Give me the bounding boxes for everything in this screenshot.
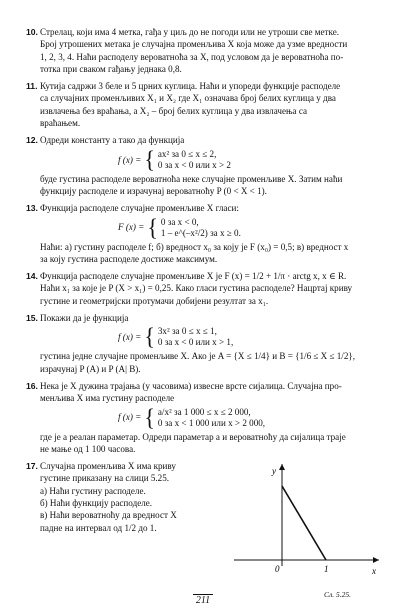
problem-line: тотка при сваком гађању једнака 0,8.	[40, 63, 182, 74]
formula-case: 0 за x < 0,	[160, 216, 199, 227]
problem-line: Случајна променљива X има криву	[40, 461, 176, 472]
problem-number: 13.	[26, 203, 38, 214]
formula-case: a/x² за 1 000 ≤ x ≤ 2 000,	[157, 406, 251, 417]
brace-symbol: {	[144, 403, 155, 431]
piecewise-formula	[118, 403, 384, 431]
problem-13	[26, 202, 384, 265]
problem-10	[26, 26, 384, 75]
problem-12	[26, 134, 384, 197]
formula-lhs: f (x) =	[118, 332, 142, 343]
problem-line: функцију расподеле и израчунај вероватноћу P (0 < X < 1).	[40, 185, 267, 196]
formula-case: 0 за x < 0 или x > 2	[157, 159, 231, 170]
formula-case: 1 – e^(–x²/2) за x ≥ 0.	[160, 227, 241, 238]
problem-line: Одреди константу a тако да функција	[40, 135, 185, 146]
problem-number: 14.	[26, 271, 38, 282]
problem-line: б) Наћи функцију расподеле.	[40, 498, 153, 509]
problem-17	[26, 460, 384, 600]
origin-label: 0	[275, 564, 280, 575]
problem-number: 16.	[26, 380, 38, 391]
problem-line: за коју густина расподеле достиже максимум.	[40, 253, 218, 264]
problem-line: Наћи: а) густину расподеле f; б) вредност x₀ за коју је F (x₀) = 0,5; в) вредност x	[40, 241, 349, 252]
problem-line: Покажи да је функција	[40, 313, 129, 324]
brace-symbol: {	[144, 145, 155, 173]
problem-14	[26, 270, 384, 307]
formula-lhs: f (x) =	[118, 154, 142, 165]
problem-line: не мање од 1 100 часова.	[40, 443, 136, 454]
piecewise-formula	[118, 145, 384, 173]
problem-line: густине приказану на слици 5.25.	[40, 473, 170, 484]
problem-line: падне на интервал од 1/2 до 1.	[40, 522, 157, 533]
problem-number: 15.	[26, 313, 38, 324]
problem-line: израчунај P (A) и P (A| B).	[40, 363, 141, 374]
formula-case: 3x² за 0 ≤ x ≤ 1,	[157, 326, 217, 337]
problem-line: Функција расподеле случајне променљиве X гласи:	[40, 203, 239, 214]
brace-symbol: {	[147, 213, 158, 241]
problem-line: извлачења без враћања, а X₂ – број белих куглица у два извлачења са	[40, 105, 308, 116]
formula-case: 0 за x < 1 000 или x > 2 000,	[157, 417, 266, 428]
brace-symbol: {	[144, 323, 155, 351]
problem-number: 17.	[26, 461, 38, 472]
problem-number: 11.	[26, 81, 38, 92]
formula-lhs: f (x) =	[118, 412, 142, 423]
problem-line: в) Наћи вероватноћу да вредност X	[40, 510, 177, 521]
problem-line: Нека је X дужина трајања (у часовима) извесне врсте сијалица. Случајна про-	[40, 380, 342, 391]
formula-case: 0 за x < 0 или x > 1,	[157, 337, 234, 348]
problem-line: а) Наћи густину расподеле.	[40, 485, 146, 496]
problem-number: 10.	[26, 27, 38, 37]
piecewise-formula	[118, 213, 384, 241]
figure-caption: Сл. 5.25.	[324, 590, 352, 600]
density-line	[282, 486, 326, 560]
problem-line: буде густина расподеле вероватноћа неке случајне променљиве X. Затим наћи	[40, 173, 343, 184]
formula-lhs: F (x) =	[118, 222, 145, 233]
problem-line: где је a реалан параметар. Одреди параметар a и вероватноћу да сијалица траје	[40, 431, 346, 442]
formula-case: ax² за 0 ≤ x ≤ 2,	[157, 148, 217, 159]
problem-line: Кутија садржи 3 беле и 5 црних куглица. Наћи и упореди функције расподеле	[40, 81, 341, 92]
x-axis-label: x	[372, 566, 376, 577]
problem-line: Стрелац, који има 4 метка, гађа у циљ до не погоди или не утроши све метке.	[40, 27, 340, 37]
y-axis-label: y	[272, 466, 276, 477]
density-graph	[224, 456, 384, 586]
problem-line: враћањем.	[40, 118, 81, 129]
problem-line: са случајних променљивих X₁ и X₂ где X₁ означава број белих куглица у два	[40, 93, 336, 104]
problem-11	[26, 80, 384, 129]
problem-line: Број утрошених метака је случајна променљива X која може да узме вредности	[40, 39, 348, 50]
problem-15	[26, 312, 384, 375]
problem-line: Функција расподеле случајне променљиве X је F (x) = 1/2 + 1/π · arctg x, x ∈ R.	[40, 271, 347, 282]
problem-16	[26, 380, 384, 455]
x-axis-arrow-icon	[373, 557, 379, 563]
density-figure	[224, 456, 384, 600]
y-axis-arrow-icon	[279, 464, 285, 470]
piecewise-formula	[118, 323, 384, 351]
problem-line: 1, 2, 3, 4. Наћи расподелу вероватноћа за X, под условом да је вероватноћа по-	[40, 51, 344, 62]
tick-label-one: 1	[324, 564, 329, 575]
problem-line: густина једне случајне променљиве X. Ако је A = {X ≤ 1/4} и B = {1/6 ≤ X ≤ 1/2},	[40, 351, 356, 362]
problem-line: густине и геометријски протумачи добијени резултат за x₁.	[40, 295, 269, 306]
problem-line: Наћи x₁ за које је P (X > x₁) = 0,25. Како гласи густина расподеле? Нацртај криву	[40, 283, 353, 294]
page-number-text: 211	[193, 594, 213, 606]
problem-number: 12.	[26, 135, 38, 146]
problem-line: менљива X има густину расподеле	[40, 393, 175, 404]
page-number	[0, 595, 406, 606]
